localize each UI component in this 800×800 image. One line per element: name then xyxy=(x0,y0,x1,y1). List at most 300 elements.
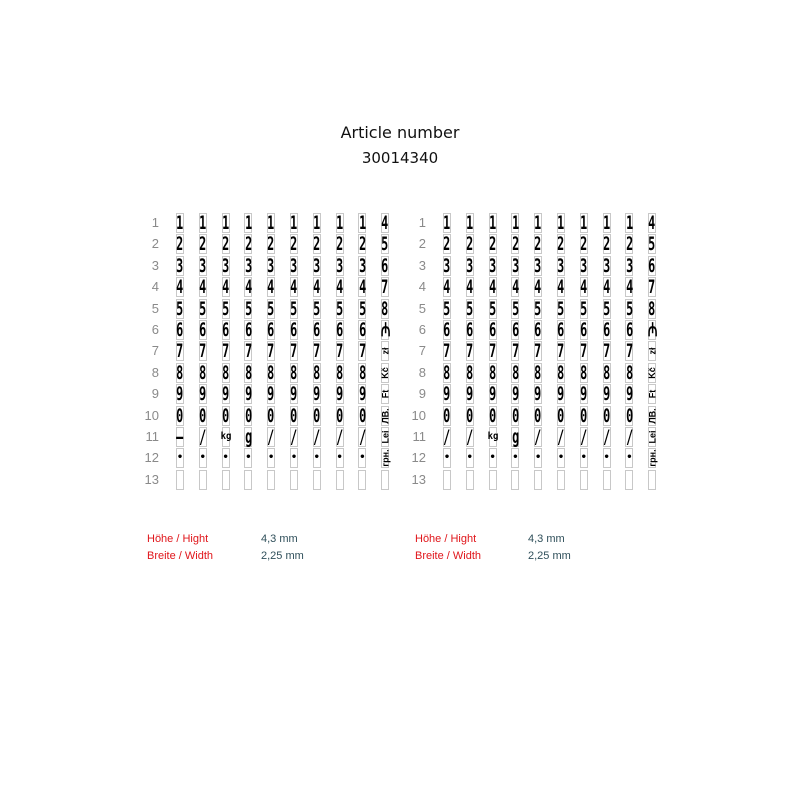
band-character: 7 xyxy=(290,340,298,363)
band-cell xyxy=(443,320,451,340)
band-character: 8 xyxy=(267,361,275,384)
band-character: 4 xyxy=(199,276,207,299)
band-character: • xyxy=(580,452,587,464)
band-cell xyxy=(466,213,474,233)
band-cell xyxy=(336,341,344,361)
band-cell xyxy=(381,384,389,404)
band-cell xyxy=(557,363,565,383)
band-cell xyxy=(222,470,230,490)
band-character: 4 xyxy=(511,276,519,299)
band-character: Lei xyxy=(647,430,658,444)
band-character: 6 xyxy=(534,319,542,341)
band-cell xyxy=(358,277,366,297)
band-character: / xyxy=(580,426,588,448)
band-cell xyxy=(557,448,565,468)
band-cell xyxy=(603,384,611,404)
band-character: 8 xyxy=(511,361,519,384)
band-character: 7 xyxy=(199,340,207,363)
row-number: 3 xyxy=(151,257,159,273)
band-cell xyxy=(466,320,474,340)
band-cell xyxy=(176,470,184,490)
band-character: 0 xyxy=(176,404,184,427)
band-cell xyxy=(222,406,230,426)
band-cell xyxy=(176,341,184,361)
height-label-left: Höhe / Hight xyxy=(147,533,209,545)
band-cell xyxy=(625,470,633,490)
band-character: 7 xyxy=(466,340,474,363)
band-character: / xyxy=(336,426,344,448)
band-cell xyxy=(381,256,389,276)
band-cell xyxy=(625,320,633,340)
band-character: 7 xyxy=(358,340,366,363)
band-cell xyxy=(336,277,344,297)
band-character: 3 xyxy=(336,254,344,277)
band-cell xyxy=(358,363,366,383)
band-cell xyxy=(489,384,497,404)
band-character: 1 xyxy=(511,212,519,234)
row-number: 11 xyxy=(145,429,159,444)
band-character: 8 xyxy=(466,361,474,384)
band-cell xyxy=(466,277,474,297)
band-cell xyxy=(580,213,588,233)
band-character: 3 xyxy=(511,254,519,277)
band-cell xyxy=(313,384,321,404)
band-cell xyxy=(580,234,588,254)
band-character: 9 xyxy=(222,383,230,406)
band-cell xyxy=(199,213,207,233)
band-character: / xyxy=(557,426,565,448)
band-cell xyxy=(290,427,298,447)
band-character: • xyxy=(535,452,542,464)
band-cell xyxy=(580,384,588,404)
band-cell xyxy=(648,427,656,447)
band-character: 3 xyxy=(489,254,497,277)
band-character: 2 xyxy=(603,233,611,256)
band-character: 7 xyxy=(557,340,565,363)
band-cell xyxy=(358,470,366,490)
band-character: 9 xyxy=(466,383,474,406)
band-cell xyxy=(534,427,542,447)
band-cell xyxy=(267,384,275,404)
band-character: 1 xyxy=(603,212,611,234)
band-cell xyxy=(267,363,275,383)
band-cell xyxy=(511,448,519,468)
band-character: 2 xyxy=(267,233,275,256)
band-character: 4 xyxy=(358,276,366,299)
band-cell xyxy=(336,406,344,426)
row-number: 8 xyxy=(418,364,426,380)
band-character: • xyxy=(359,452,366,464)
band-cell xyxy=(625,341,633,361)
band-cell xyxy=(358,448,366,468)
band-cell xyxy=(358,320,366,340)
band-character: 6 xyxy=(466,319,474,341)
band-character: 9 xyxy=(489,383,497,406)
band-cell xyxy=(199,448,207,468)
band-character: 4 xyxy=(244,276,252,299)
band-cell xyxy=(625,256,633,276)
band-character: 2 xyxy=(290,233,298,256)
band-character: 0 xyxy=(466,404,474,427)
band-cell xyxy=(244,406,252,426)
band-cell xyxy=(222,320,230,340)
band-character: 7 xyxy=(534,340,542,363)
row-number: 6 xyxy=(151,322,159,337)
band-character: 6 xyxy=(222,319,230,341)
band-character: 7 xyxy=(603,340,611,363)
article-number-heading: Article number xyxy=(340,123,460,142)
band-character: 2 xyxy=(466,233,474,256)
band-cell xyxy=(290,234,298,254)
row-number: 2 xyxy=(418,236,426,252)
band-character: 1 xyxy=(466,212,474,234)
band-character: 8 xyxy=(534,361,542,384)
band-character: 7 xyxy=(244,340,252,363)
band-cell xyxy=(625,448,633,468)
band-character: 6 xyxy=(625,319,633,341)
band-character: 5 xyxy=(511,297,519,320)
band-cell xyxy=(336,363,344,383)
row-number: 1 xyxy=(418,215,426,230)
band-cell xyxy=(336,384,344,404)
band-cell xyxy=(244,470,252,490)
band-cell xyxy=(625,384,633,404)
band-character: 6 xyxy=(557,319,565,341)
band-character: • xyxy=(626,452,633,464)
band-character: 4 xyxy=(557,276,565,299)
band-character: 8 xyxy=(199,361,207,384)
band-character: 6 xyxy=(313,319,321,341)
band-cell xyxy=(625,299,633,319)
band-character: 0 xyxy=(534,404,542,427)
band-character: 2 xyxy=(511,233,519,256)
band-cell xyxy=(648,341,656,361)
band-character: 6 xyxy=(648,254,656,277)
band-cell xyxy=(489,213,497,233)
width-value-right: 2,25 mm xyxy=(528,550,571,562)
band-cell xyxy=(648,299,656,319)
band-cell xyxy=(489,299,497,319)
band-cell xyxy=(443,427,451,447)
band-character: 1 xyxy=(625,212,633,234)
band-cell xyxy=(199,256,207,276)
band-cell xyxy=(222,363,230,383)
band-cell xyxy=(648,277,656,297)
band-character: 2 xyxy=(557,233,565,256)
band-cell xyxy=(557,320,565,340)
band-character: • xyxy=(489,452,496,464)
row-number: 9 xyxy=(418,386,426,402)
band-cell xyxy=(222,277,230,297)
band-character: 6 xyxy=(336,319,344,341)
band-character: 6 xyxy=(381,254,389,277)
band-cell xyxy=(489,277,497,297)
band-character: 1 xyxy=(443,212,451,234)
band-cell xyxy=(267,448,275,468)
band-cell xyxy=(244,256,252,276)
band-character: 7 xyxy=(625,340,633,363)
band-cell xyxy=(381,363,389,383)
stamp-bands-block-right xyxy=(402,213,702,493)
band-cell xyxy=(381,406,389,426)
band-character: 4 xyxy=(336,276,344,299)
band-character: • xyxy=(290,452,298,464)
band-character: 8 xyxy=(313,361,321,384)
band-character: 8 xyxy=(176,361,184,384)
band-character: • xyxy=(268,452,275,464)
band-character: 8 xyxy=(489,361,497,384)
band-cell xyxy=(489,363,497,383)
row-number: 6 xyxy=(418,322,426,337)
width-value-left: 2,25 mm xyxy=(261,550,304,562)
band-character: ₼ xyxy=(647,319,657,341)
height-label-right: Höhe / Hight xyxy=(415,533,477,545)
band-cell xyxy=(313,406,321,426)
band-character: 3 xyxy=(625,254,633,277)
band-character: 3 xyxy=(603,254,611,277)
band-character: / xyxy=(313,426,321,448)
band-cell xyxy=(443,470,451,490)
band-character: 1 xyxy=(199,212,207,234)
band-character: 7 xyxy=(176,340,184,363)
band-cell xyxy=(443,256,451,276)
row-number: 1 xyxy=(151,215,159,230)
band-cell xyxy=(489,256,497,276)
band-cell xyxy=(336,213,344,233)
band-cell xyxy=(358,384,366,404)
band-character: • xyxy=(245,452,252,464)
band-cell xyxy=(267,341,275,361)
band-character: • xyxy=(176,452,184,464)
band-character: 9 xyxy=(603,383,611,406)
band-cell xyxy=(443,234,451,254)
band-character: Ft xyxy=(380,389,391,399)
band-cell xyxy=(557,299,565,319)
band-character: 9 xyxy=(534,383,542,406)
band-cell xyxy=(244,448,252,468)
stamp-bands-block-left xyxy=(135,213,435,493)
band-cell xyxy=(199,363,207,383)
band-cell xyxy=(176,320,184,340)
row-number: 12 xyxy=(144,450,159,466)
band-character: / xyxy=(443,426,451,448)
band-cell xyxy=(625,427,633,447)
band-character: 7 xyxy=(222,340,230,363)
band-cell xyxy=(648,320,656,340)
band-character: • xyxy=(336,452,343,464)
band-character: 6 xyxy=(358,319,366,341)
band-cell xyxy=(313,363,321,383)
band-character: 0 xyxy=(222,404,230,427)
band-character: 4 xyxy=(381,212,389,234)
band-character: 0 xyxy=(267,404,275,427)
band-character: 3 xyxy=(244,254,252,277)
band-character: 6 xyxy=(199,319,207,341)
band-cell xyxy=(443,341,451,361)
band-character: g xyxy=(244,426,252,448)
band-cell xyxy=(336,256,344,276)
row-number: 7 xyxy=(151,343,159,359)
band-cell xyxy=(603,448,611,468)
band-character: 8 xyxy=(557,361,565,384)
band-cell xyxy=(267,470,275,490)
band-character: 5 xyxy=(290,297,298,320)
band-cell xyxy=(290,277,298,297)
band-cell xyxy=(603,234,611,254)
band-cell xyxy=(176,213,184,233)
band-cell xyxy=(443,299,451,319)
band-cell xyxy=(534,384,542,404)
band-cell xyxy=(603,341,611,361)
band-cell xyxy=(648,213,656,233)
band-character: Ft xyxy=(647,389,658,399)
band-character: 3 xyxy=(557,254,565,277)
band-cell xyxy=(290,299,298,319)
band-cell xyxy=(244,427,252,447)
band-character: 6 xyxy=(244,319,252,341)
band-cell xyxy=(290,470,298,490)
band-cell xyxy=(489,341,497,361)
band-character: 8 xyxy=(603,361,611,384)
band-character: 5 xyxy=(244,297,252,320)
band-cell xyxy=(511,384,519,404)
band-cell xyxy=(557,427,565,447)
band-character: / xyxy=(267,426,275,448)
band-character: 4 xyxy=(443,276,451,299)
row-number: 4 xyxy=(418,279,426,295)
band-cell xyxy=(336,234,344,254)
band-cell xyxy=(199,299,207,319)
band-character: 4 xyxy=(580,276,588,299)
band-character: 7 xyxy=(443,340,451,363)
band-character: 0 xyxy=(511,404,519,427)
band-cell xyxy=(511,363,519,383)
band-cell xyxy=(381,470,389,490)
band-cell xyxy=(534,406,542,426)
band-character: 8 xyxy=(648,297,656,320)
band-cell xyxy=(222,427,230,447)
band-character: 2 xyxy=(358,233,366,256)
band-cell xyxy=(222,234,230,254)
band-cell xyxy=(336,320,344,340)
band-cell xyxy=(511,234,519,254)
band-character: 8 xyxy=(625,361,633,384)
band-cell xyxy=(313,213,321,233)
band-character: 9 xyxy=(557,383,565,406)
band-cell xyxy=(222,213,230,233)
band-character: 7 xyxy=(489,340,497,363)
band-cell xyxy=(625,363,633,383)
band-character: 1 xyxy=(290,212,298,234)
band-cell xyxy=(199,277,207,297)
band-cell xyxy=(648,234,656,254)
band-cell xyxy=(443,363,451,383)
band-cell xyxy=(557,341,565,361)
band-cell xyxy=(290,363,298,383)
band-character: 2 xyxy=(176,233,184,256)
band-cell xyxy=(648,384,656,404)
band-character: 1 xyxy=(534,212,542,234)
band-cell xyxy=(176,448,184,468)
band-cell xyxy=(267,256,275,276)
band-character: 9 xyxy=(580,383,588,406)
band-cell xyxy=(313,470,321,490)
band-character: 5 xyxy=(443,297,451,320)
band-character: / xyxy=(534,426,542,448)
band-character: 5 xyxy=(580,297,588,320)
band-character: 0 xyxy=(244,404,252,427)
band-character: 2 xyxy=(244,233,252,256)
band-cell xyxy=(313,448,321,468)
band-character: 0 xyxy=(489,404,497,427)
band-character: 2 xyxy=(199,233,207,256)
band-cell xyxy=(267,299,275,319)
row-number: 13 xyxy=(144,471,159,487)
band-cell xyxy=(580,406,588,426)
band-cell xyxy=(511,406,519,426)
band-cell xyxy=(603,277,611,297)
band-cell xyxy=(603,427,611,447)
width-label-right: Breite / Width xyxy=(415,550,482,562)
band-cell xyxy=(511,277,519,297)
band-cell xyxy=(489,234,497,254)
band-cell xyxy=(534,341,542,361)
band-cell xyxy=(290,341,298,361)
band-character: 6 xyxy=(267,319,275,341)
band-character: Kč xyxy=(647,367,658,379)
band-character: 0 xyxy=(557,404,565,427)
band-character: 5 xyxy=(603,297,611,320)
band-character: 5 xyxy=(534,297,542,320)
band-character: / xyxy=(358,426,366,448)
band-character: 7 xyxy=(313,340,321,363)
band-cell xyxy=(336,448,344,468)
band-cell xyxy=(580,470,588,490)
band-character: ЛВ. xyxy=(380,407,391,424)
band-cell xyxy=(625,234,633,254)
band-cell xyxy=(313,427,321,447)
band-character: 0 xyxy=(443,404,451,427)
band-character: 9 xyxy=(199,383,207,406)
band-character: 4 xyxy=(603,276,611,299)
row-number: 10 xyxy=(144,407,159,423)
band-character: 4 xyxy=(222,276,230,299)
band-character: Lei xyxy=(380,430,391,444)
band-cell xyxy=(534,299,542,319)
band-character: 3 xyxy=(466,254,474,277)
band-character: 9 xyxy=(336,383,344,406)
band-character: 6 xyxy=(603,319,611,341)
band-cell xyxy=(603,470,611,490)
band-character: • xyxy=(557,452,565,464)
band-cell xyxy=(580,320,588,340)
band-cell xyxy=(381,299,389,319)
row-number: 13 xyxy=(411,471,426,487)
band-character: 9 xyxy=(244,383,252,406)
band-character: 3 xyxy=(580,254,588,277)
band-character: 2 xyxy=(534,233,542,256)
band-cell xyxy=(381,213,389,233)
band-character: 9 xyxy=(290,383,298,406)
band-cell xyxy=(511,256,519,276)
band-character: 3 xyxy=(534,254,542,277)
row-number: 4 xyxy=(151,279,159,295)
band-character: 0 xyxy=(358,404,366,427)
band-character: 6 xyxy=(511,319,519,341)
band-cell xyxy=(580,277,588,297)
band-character: 1 xyxy=(489,212,497,234)
band-character: 5 xyxy=(358,297,366,320)
